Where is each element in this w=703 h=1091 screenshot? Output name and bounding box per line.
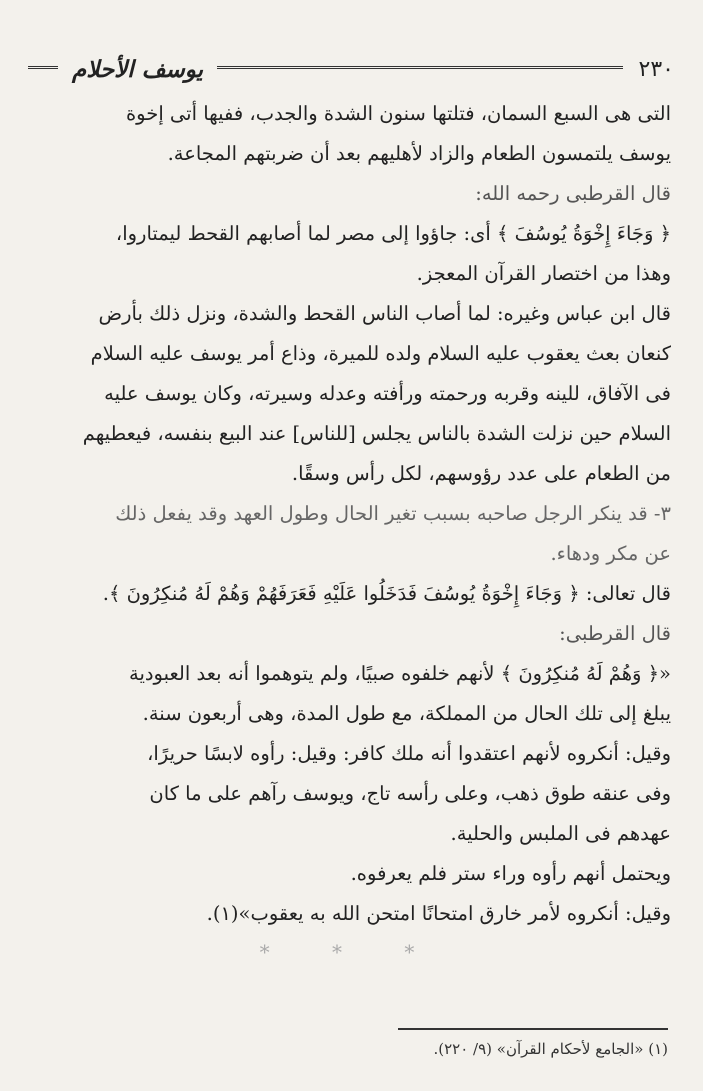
text-line: وقيل: أنكروه لأنهم اعتقدوا أنه ملك كافر: وقيل: رأوه لابسًا حريرًا، — [147, 742, 671, 765]
text-line: كنعان بعث يعقوب عليه السلام ولده للميرة، وذاع أمر يوسف عليه السلام — [90, 342, 671, 365]
page-body — [31, 94, 671, 970]
text-line: وفى عنقه طوق ذهب، وعلى رأسه تاج، ويوسف رآهم على ما كان — [149, 782, 671, 805]
text-line: يوسف يلتمسون الطعام والزاد لأهليهم بعد أن ضربتهم المجاعة. — [167, 142, 671, 165]
text-line: «﴿ وَهُمْ لَهُ مُنكِرُونَ ﴾ لأنهم خلفوه صبيًا، ولم يتوهموا أنه بعد العبودية — [128, 662, 671, 685]
text-line: السلام حين نزلت الشدة بالناس يجلس [للناس] عند البيع بنفسه، فيعطيهم — [82, 422, 671, 445]
footnote-rule — [398, 1028, 668, 1030]
page-header — [22, 52, 674, 86]
footnote: (١) «الجامع لأحكام القرآن» (٩/ ٢٢٠). — [433, 1040, 668, 1058]
text-line: وقيل: أنكروه لأمر خارق امتحانًا امتحن الله به يعقوب»(١). — [206, 902, 671, 925]
section-separator: * * * — [259, 940, 443, 964]
text-line: عهدهم فى الملبس والحلية. — [450, 822, 671, 845]
subheading-line: ٣- قد ينكر الرجل صاحبه بسبب تغير الحال وطول العهد وقد يفعل ذلك — [115, 502, 671, 525]
page-number: ٢٣٠ — [638, 56, 674, 82]
text-line: ﴿ وَجَاءَ إِخْوَةُ يُوسُفَ ﴾ أى: جاؤوا إلى مصر لما أصابهم القحط ليمتاروا، — [115, 222, 671, 245]
quote-label: قال القرطبى رحمه الله: — [475, 182, 671, 205]
text-line: قال ابن عباس وغيره: لما أصاب الناس القحط والشدة، ونزل ذلك بأرض — [98, 302, 671, 325]
text-line: قال تعالى: ﴿ وَجَاءَ إِخْوَةُ يُوسُفَ فَدَخَلُوا عَلَيْهِ فَعَرَفَهُمْ وَهُمْ لَهُ مُنكِرُونَ ﴾. — [102, 582, 671, 605]
subheading-line: عن مكر ودهاء. — [550, 542, 671, 565]
book-title: يوسف الأحلام — [72, 55, 204, 83]
text-line: ويحتمل أنهم رأوه وراء ستر فلم يعرفوه. — [350, 862, 671, 885]
header-rule-end — [28, 66, 58, 72]
text-line: وهذا من اختصار القرآن المعجز. — [416, 262, 671, 285]
text-line: من الطعام على عدد رؤوسهم، لكل رأس وسقًا. — [291, 462, 671, 485]
text-line: يبلغ إلى تلك الحال من المملكة، مع طول المدة، وهى أربعون سنة. — [142, 702, 671, 725]
text-line: فى الآفاق، للينه وقربه ورحمته ورأفته وعدله وسيرته، وكان يوسف عليه — [104, 382, 671, 405]
text-line: التى هى السبع السمان، فتلتها سنون الشدة والجدب، ففيها أتى إخوة — [125, 102, 671, 125]
quote-label: قال القرطبى: — [559, 622, 671, 645]
header-rule — [217, 66, 622, 72]
